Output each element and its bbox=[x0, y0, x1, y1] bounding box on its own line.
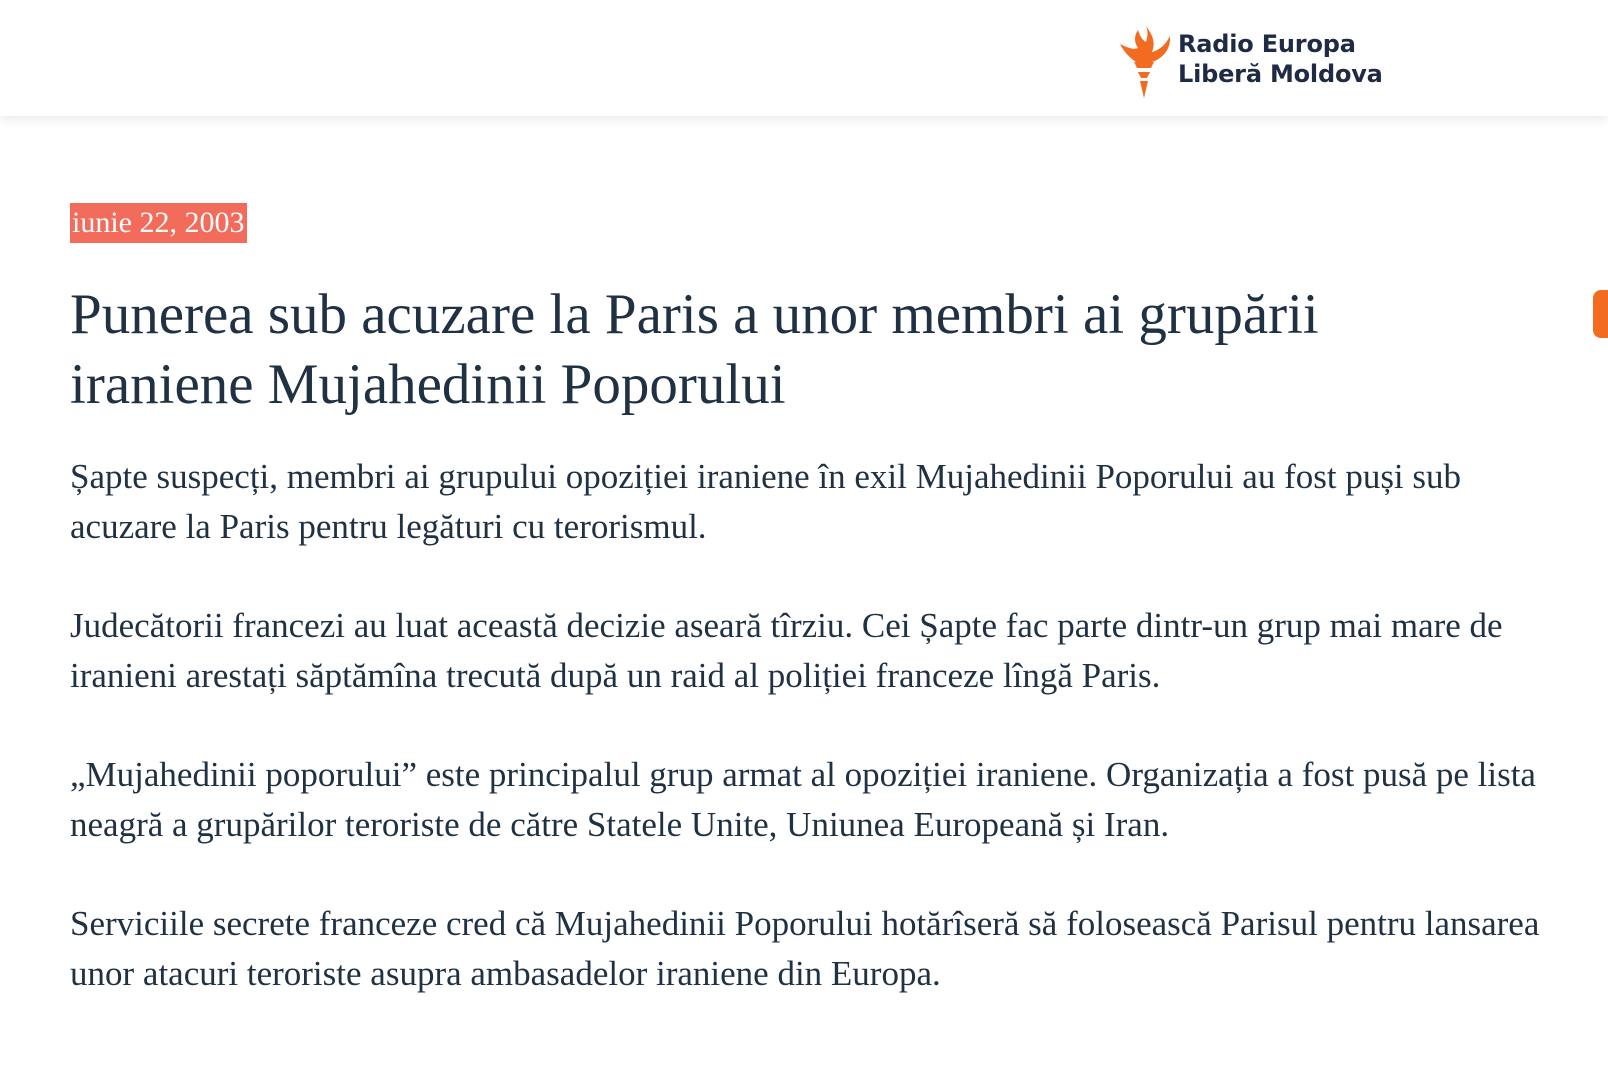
side-share-tab[interactable] bbox=[1593, 290, 1608, 338]
article-paragraph-2: Judecătorii francezi au luat această decizie aseară tîrziu. Cei Șapte fac parte dintr-un grup mai mare de iranieni arestați săptămîna trecută după un raid al poliției franceze lîngă Paris. bbox=[70, 606, 1503, 695]
brand-name bbox=[1178, 29, 1383, 89]
article-date: iunie 22, 2003 bbox=[70, 203, 247, 243]
torch-icon bbox=[1116, 18, 1172, 100]
article-title: Punerea sub acuzare la Paris a unor membri ai grupării iraniene Mujahedinii Poporului bbox=[70, 283, 1319, 416]
brand-logo-link[interactable] bbox=[1116, 18, 1383, 100]
article-content bbox=[70, 0, 1560, 1072]
article-paragraph-3: „Mujahedinii poporului” este principalul grup armat al opoziției iraniene. Organizația a fost pusă pe lista neagră a grupărilor teroriste de către Statele Unite, Uniunea Europeană și Iran. bbox=[70, 755, 1536, 844]
brand-line-1: Radio Europa bbox=[1178, 30, 1356, 58]
article-paragraph-4: Serviciile secrete franceze cred că Mujahedinii Poporului hotărîseră să folosească Parisul pentru lansarea unor atacuri teroriste asupra ambasadelor iraniene din Europa. bbox=[70, 904, 1540, 993]
brand-line-2: Liberă Moldova bbox=[1178, 60, 1383, 88]
article-body bbox=[70, 452, 1560, 1048]
site-header bbox=[0, 0, 1608, 116]
article-paragraph-1: Șapte suspecți, membri ai grupului opoziției iraniene în exil Mujahedinii Poporului au fost puși sub acuzare la Paris pentru legături cu terorismul. bbox=[70, 457, 1462, 546]
